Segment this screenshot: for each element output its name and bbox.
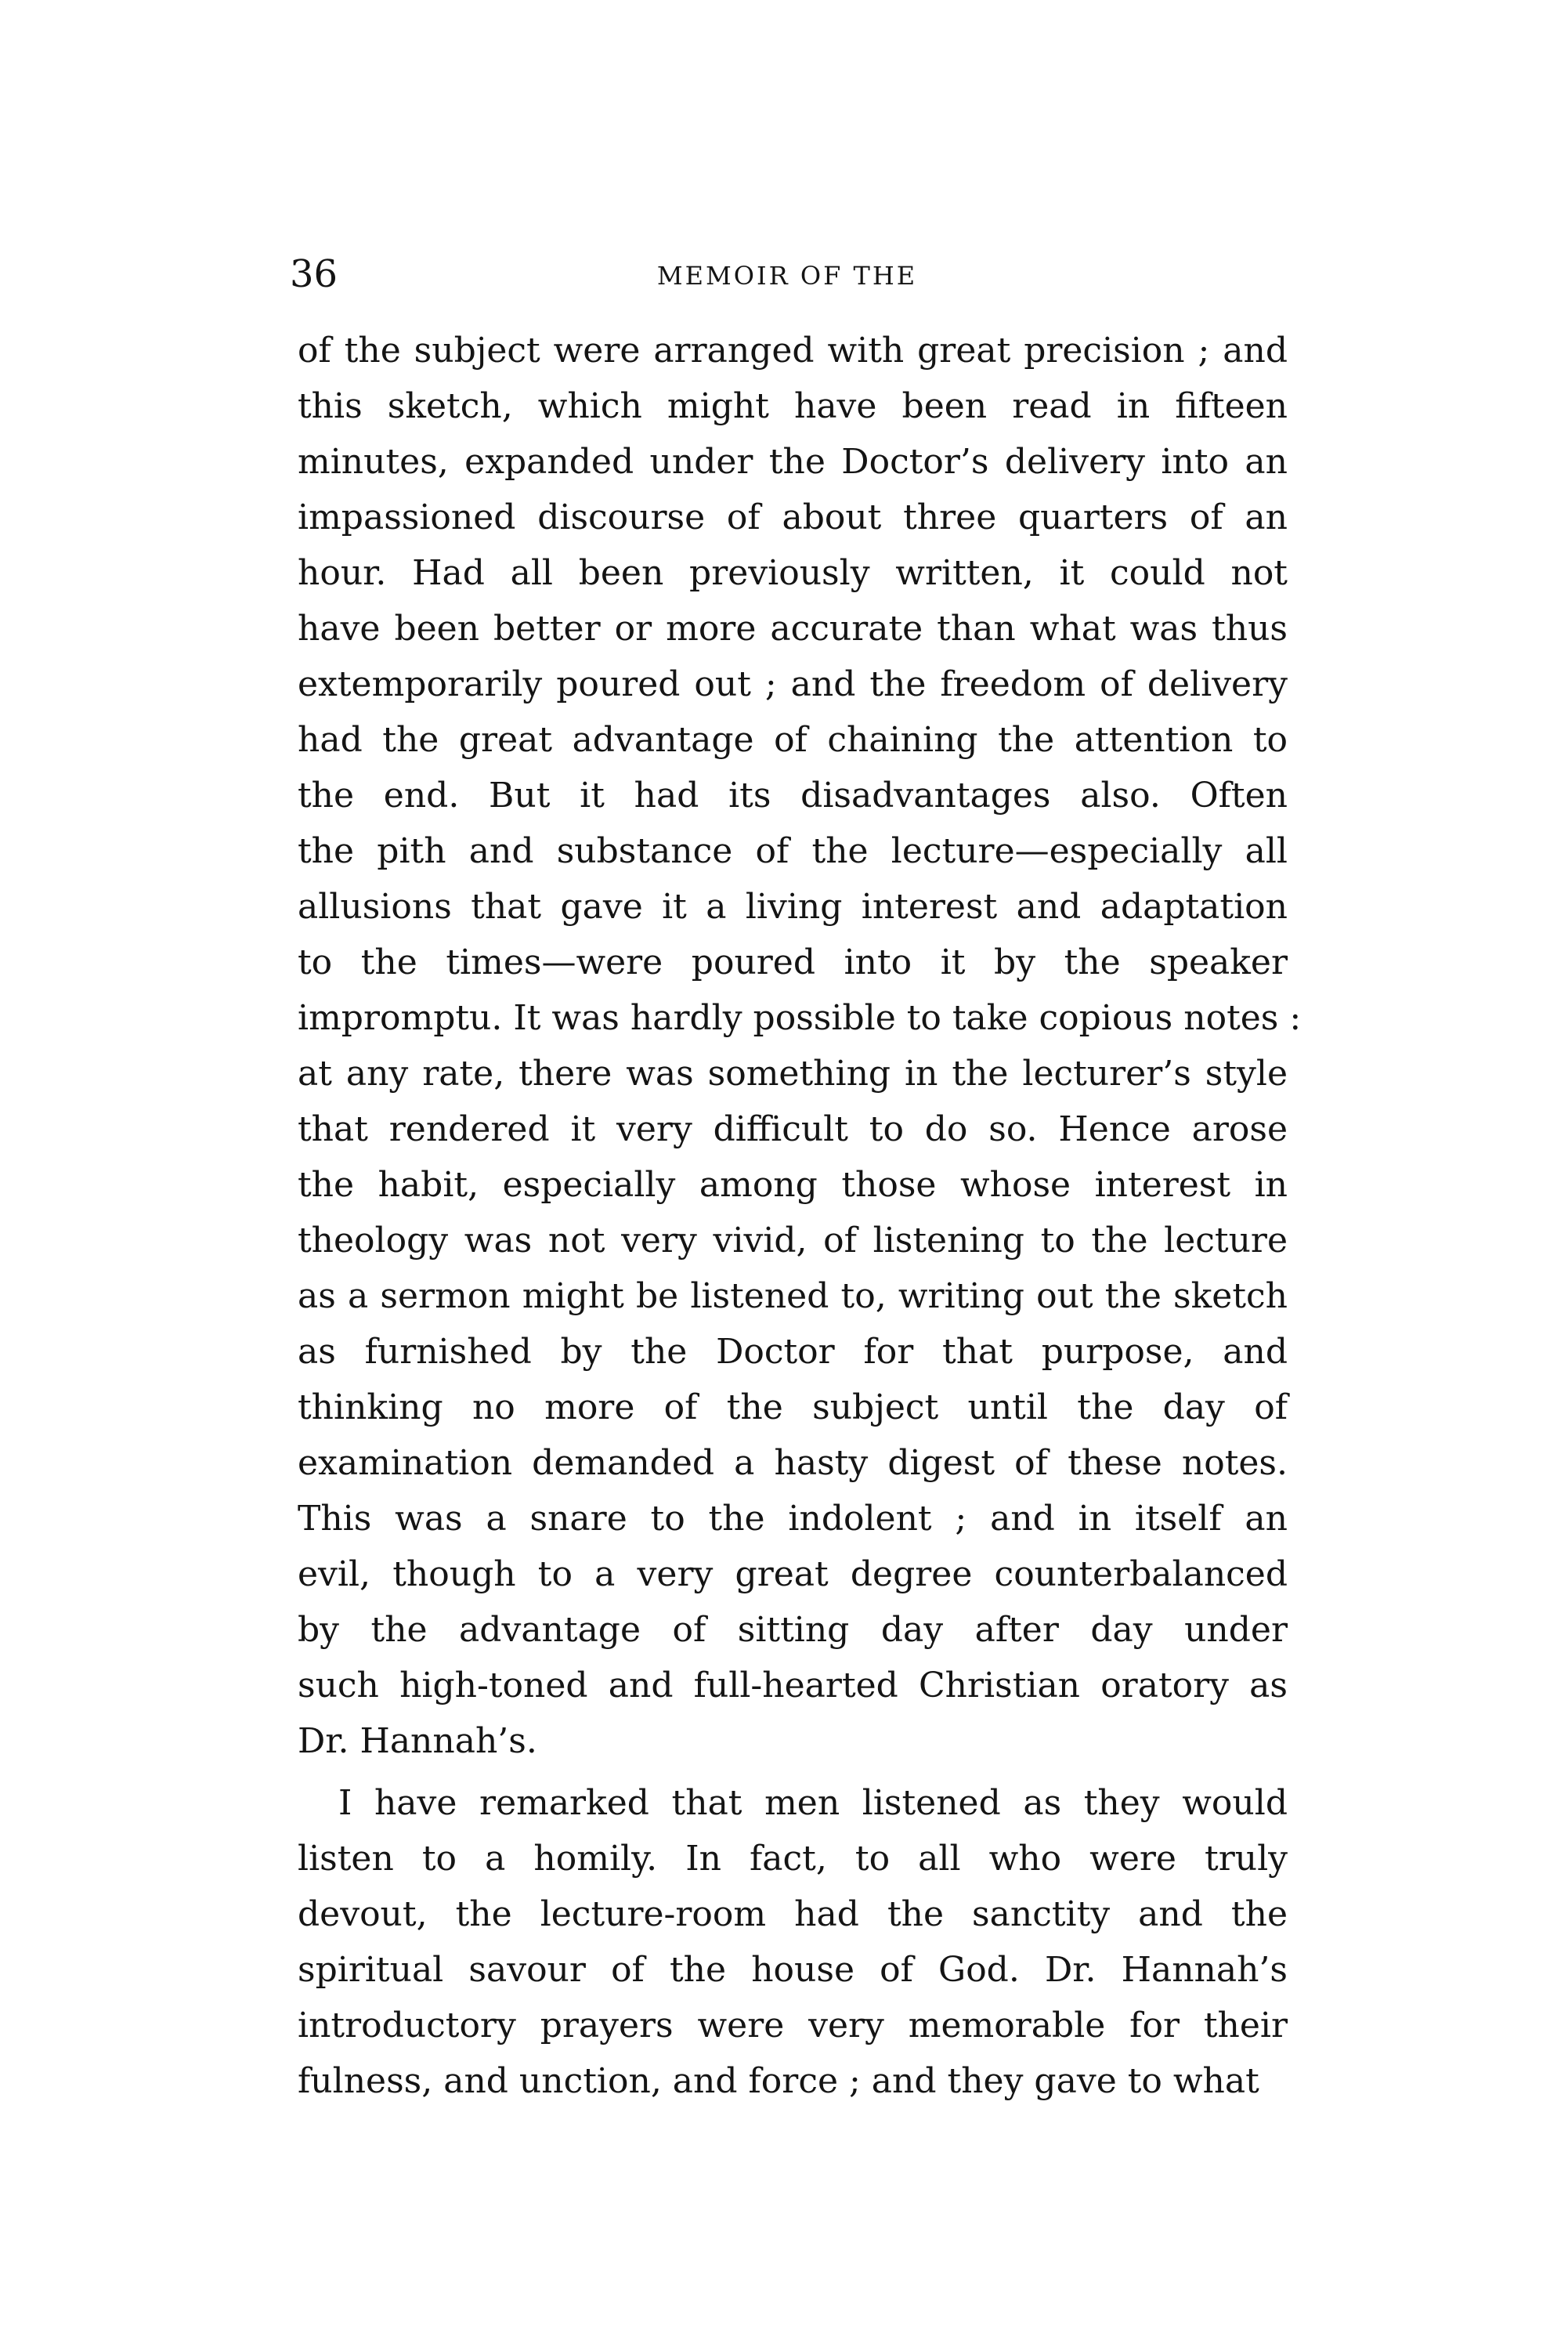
- text-line: the end. But it had its disadvantages also. Often: [298, 776, 1288, 816]
- text-line: as furnished by the Doctor for that purpose, and: [298, 1332, 1288, 1372]
- text-line: had the great advantage of chaining the attention to: [298, 720, 1288, 760]
- text-line: evil, though to a very great degree counterbalanced: [298, 1554, 1288, 1594]
- text-line: allusions that gave it a living interest and adaptation: [298, 887, 1288, 927]
- text-line: of the subject were arranged with great precision ; and: [298, 331, 1288, 371]
- text-line: spiritual savour of the house of God. Dr. Hannah’s: [298, 1950, 1288, 1990]
- text-line: impromptu. It was hardly possible to take copious notes :: [298, 998, 1302, 1038]
- text-line: at any rate, there was something in the lecturer’s style: [298, 1054, 1288, 1094]
- text-line: hour. Had all been previously written, it could not: [298, 553, 1288, 593]
- page-header: [290, 251, 1284, 298]
- text-line: impassioned discourse of about three quarters of an: [298, 497, 1288, 537]
- text-line: introductory prayers were very memorable for their: [298, 2006, 1288, 2045]
- text-line: the pith and substance of the lecture—especially all: [298, 831, 1288, 871]
- text-line: that rendered it very difficult to do so. Hence arose: [298, 1109, 1288, 1149]
- text-line: fulness, and unction, and force ; and they gave to what: [298, 2061, 1259, 2101]
- text-line: theology was not very vivid, of listening to the lecture: [298, 1221, 1288, 1260]
- text-line: This was a snare to the indolent ; and in itself an: [298, 1499, 1288, 1539]
- page-number: 36: [290, 252, 338, 296]
- text-line: by the advantage of sitting day after day under: [298, 1610, 1288, 1650]
- body-text: [298, 323, 1302, 2109]
- text-line: devout, the lecture-room had the sanctity and the: [298, 1894, 1288, 1934]
- text-line: this sketch, which might have been read in fifteen: [298, 386, 1288, 426]
- paragraph: [298, 1775, 1288, 2109]
- text-line: have been better or more accurate than what was thus: [298, 609, 1288, 649]
- text-line: minutes, expanded under the Doctor’s delivery into an: [298, 442, 1288, 482]
- text-line: I have remarked that men listened as they would: [338, 1783, 1288, 1823]
- text-line: the habit, especially among those whose interest in: [298, 1165, 1288, 1205]
- text-line: to the times—were poured into it by the speaker: [298, 942, 1288, 982]
- paragraph: [298, 323, 1302, 1769]
- text-line: as a sermon might be listened to, writing out the sketch: [298, 1276, 1288, 1316]
- running-title: MEMOIR OF THE: [656, 261, 918, 291]
- text-line: examination demanded a hasty digest of these notes.: [298, 1443, 1288, 1483]
- text-line: such high-toned and full-hearted Christian oratory as: [298, 1666, 1288, 1705]
- text-line: Dr. Hannah’s.: [298, 1721, 537, 1761]
- text-line: listen to a homily. In fact, to all who were truly: [298, 1839, 1288, 1879]
- text-line: extemporarily poured out ; and the freedom of delivery: [298, 664, 1288, 704]
- text-line: thinking no more of the subject until the day of: [298, 1387, 1288, 1427]
